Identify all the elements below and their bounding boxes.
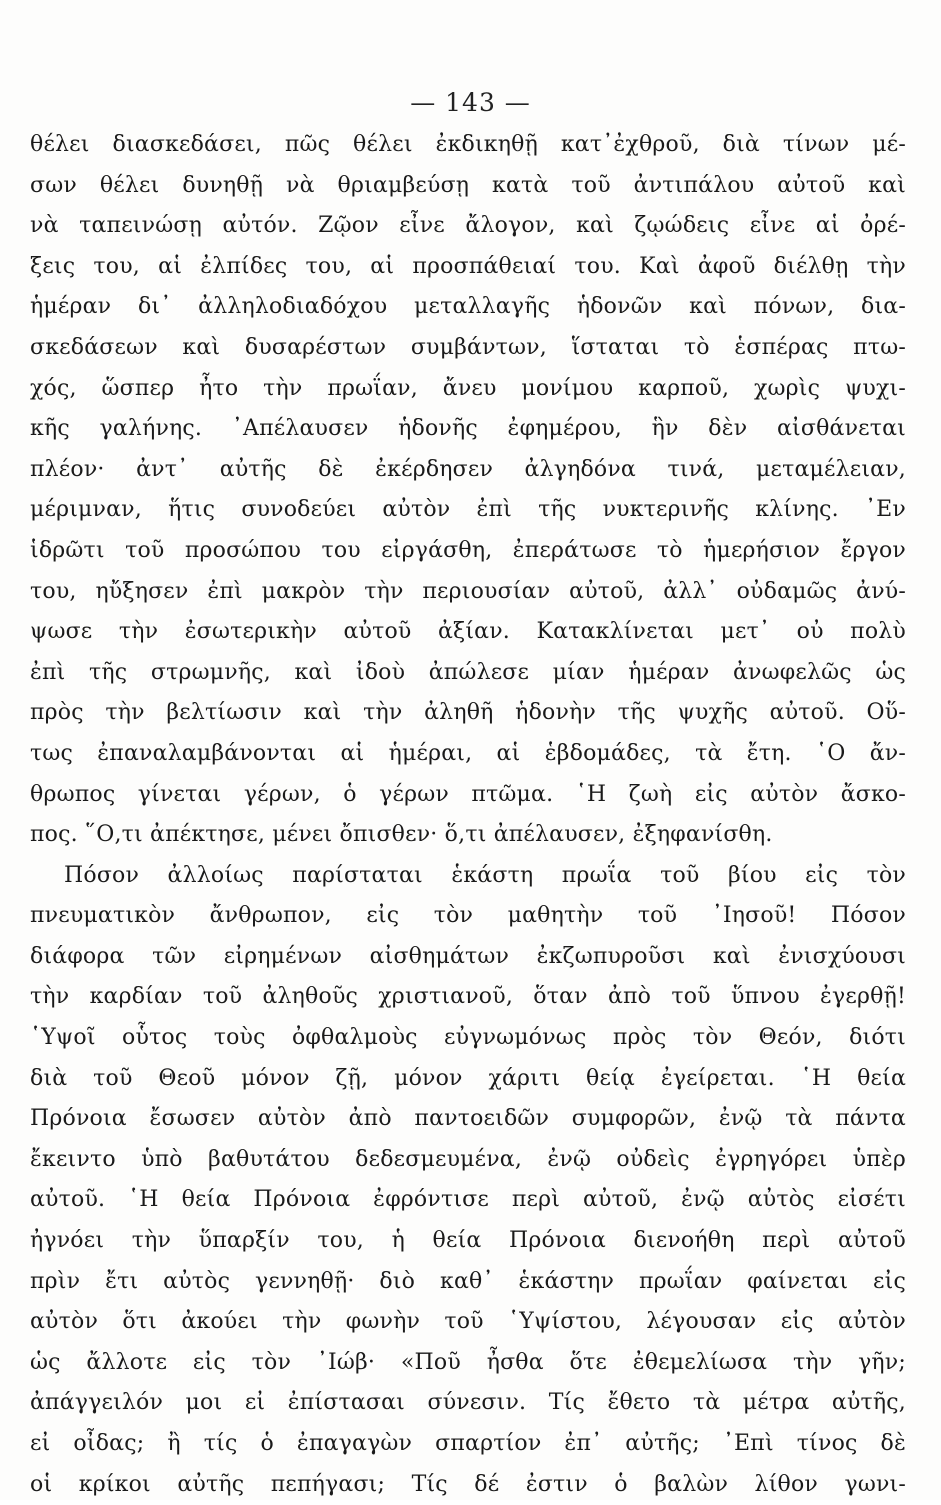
text-line: σκεδάσεων καὶ δυσαρέστων συμβάντων, ἵσταται τὸ ἑσπέρας πτω- (30, 334, 906, 360)
text-line: πρὸς τὴν βελτίωσιν καὶ τὴν ἀληθῆ ἡδονὴν τῆς ψυχῆς αὐτοῦ. Οὕ- (30, 700, 906, 726)
text-line: κῆς γαλήνης. ᾿Απέλαυσεν ἡδονῆς ἐφημέρου, ἣν δὲν αἰσθάνεται (30, 416, 906, 442)
text-line: ἔκειντο ὑπὸ βαθυτάτου δεδεσμευμένα, ἐνῷ οὐδεὶς ἐγρηγόρει ὑπὲρ (30, 1146, 906, 1172)
text-line: τως ἐπαναλαμβάνονται αἱ ἡμέραι, αἱ ἑβδομάδες, τὰ ἔτη. ῾Ο ἄν- (30, 740, 906, 766)
text-line: ὡς ἄλλοτε εἰς τὸν ᾿Ιώβ· «Ποῦ ἦσθα ὅτε ἐθεμελίωσα τὴν γῆν; (30, 1349, 906, 1375)
text-line: ψωσε τὴν ἐσωτερικὴν αὐτοῦ ἀξίαν. Κατακλίνεται μετ᾽ οὐ πολὺ (30, 619, 906, 645)
text-line: Πρόνοια ἔσωσεν αὐτὸν ἀπὸ παντοειδῶν συμφορῶν, ἐνῷ τὰ πάντα (30, 1106, 906, 1132)
text-line: ἠγνόει τὴν ὕπαρξίν του, ἡ θεία Πρόνοια διενοήθη περὶ αὐτοῦ (30, 1228, 906, 1254)
text-line: αὐτὸν ὅτι ἀκούει τὴν φωνὴν τοῦ ῾Υψίστου, λέγουσαν εἰς αὐτὸν (30, 1309, 906, 1335)
paragraph-start-line: Πόσον ἀλλοίως παρίσταται ἑκάστη πρωΐα τοῦ βίου εἰς τὸν (64, 862, 906, 888)
text-line: διάφορα τῶν εἰρημένων αἰσθημάτων ἐκζωπυροῦσι καὶ ἐνισχύουσι (30, 943, 906, 969)
text-line: του, ηὔξησεν ἐπὶ μακρὸν τὴν περιουσίαν αὐτοῦ, ἀλλ᾽ οὐδαμῶς ἀνύ- (30, 578, 906, 604)
text-line: νὰ ταπεινώσῃ αὐτόν. Ζῷον εἶνε ἄλογον, καὶ ζῳώδεις εἶνε αἱ ὀρέ- (30, 213, 906, 239)
text-line: πλέον· ἀντ᾽ αὐτῆς δὲ ἐκέρδησεν ἀλγηδόνα τινά, μεταμέλειαν, (30, 456, 906, 482)
text-line: ἡμέραν δι᾽ ἀλληλοδιαδόχου μεταλλαγῆς ἡδονῶν καὶ πόνων, δια- (30, 294, 906, 320)
text-line: αὐτοῦ. ῾Η θεία Πρόνοια ἐφρόντισε περὶ αὐτοῦ, ἐνῷ αὐτὸς εἰσέτι (30, 1187, 906, 1213)
body-text (30, 125, 906, 1505)
text-line: τὴν καρδίαν τοῦ ἀληθοῦς χριστιανοῦ, ὅταν ἀπὸ τοῦ ὕπνου ἐγερθῇ! (30, 984, 906, 1010)
paragraph-end-line: πος. ῞Ο,τι ἀπέκτησε, μένει ὄπισθεν· ὅ,τι ἀπέλαυσεν, ἐξηφανίσθη. (30, 822, 773, 848)
text-line: εἰ οἶδας; ἢ τίς ὁ ἐπαγαγὼν σπαρτίον ἐπ᾽ αὐτῆς; ᾿Επὶ τίνος δὲ (30, 1431, 906, 1456)
text-line: οἱ κρίκοι αὐτῆς πεπήγασι; Τίς δέ ἐστιν ὁ βαλὼν λίθον γωνι- (30, 1471, 906, 1497)
text-line: ἐπὶ τῆς στρωμνῆς, καὶ ἰδοὺ ἀπώλεσε μίαν ἡμέραν ἀνωφελῶς ὡς (30, 659, 906, 685)
page-number: — 143 — (410, 88, 531, 117)
text-line: πρὶν ἔτι αὐτὸς γεννηθῇ· διὸ καθ᾽ ἑκάστην πρωΐαν φαίνεται εἰς (30, 1268, 906, 1294)
text-line: σων θέλει δυνηθῇ νὰ θριαμβεύσῃ κατὰ τοῦ ἀντιπάλου αὐτοῦ καὶ (30, 172, 906, 198)
text-line: πνευματικὸν ἄνθρωπον, εἰς τὸν μαθητὴν τοῦ ᾿Ιησοῦ! Πόσον (30, 903, 906, 929)
text-line: θρωπος γίνεται γέρων, ὁ γέρων πτῶμα. ῾Η ζωὴ εἰς αὐτὸν ἄσκο- (30, 781, 906, 807)
text-line: θέλει διασκεδάσει, πῶς θέλει ἐκδικηθῇ κατ᾽ἐχθροῦ, διὰ τίνων μέ- (30, 132, 906, 157)
text-line: ἱδρῶτι τοῦ προσώπου του εἰργάσθη, ἐπεράτωσε τὸ ἡμερήσιον ἔργον (30, 537, 906, 563)
text-line: ξεις του, αἱ ἐλπίδες του, αἱ προσπάθειαί του. Καὶ ἀφοῦ διέλθῃ τὴν (30, 253, 906, 279)
text-line: ῾Υψοῖ οὗτος τοὺς ὀφθαλμοὺς εὐγνωμόνως πρὸς τὸν Θεόν, διότι (30, 1025, 906, 1051)
text-line: χός, ὥσπερ ἦτο τὴν πρωΐαν, ἄνευ μονίμου καρποῦ, χωρὶς ψυχι- (30, 375, 906, 401)
text-line: μέριμναν, ἥτις συνοδεύει αὐτὸν ἐπὶ τῆς νυκτερινῆς κλίνης. ᾿Εν (30, 497, 906, 523)
text-line: διὰ τοῦ Θεοῦ μόνον ζῇ, μόνον χάριτι θείᾳ ἐγείρεται. ῾Η θεία (30, 1065, 906, 1091)
text-line: ἀπάγγειλόν μοι εἰ ἐπίστασαι σύνεσιν. Τίς ἔθετο τὰ μέτρα αὐτῆς, (30, 1390, 906, 1416)
